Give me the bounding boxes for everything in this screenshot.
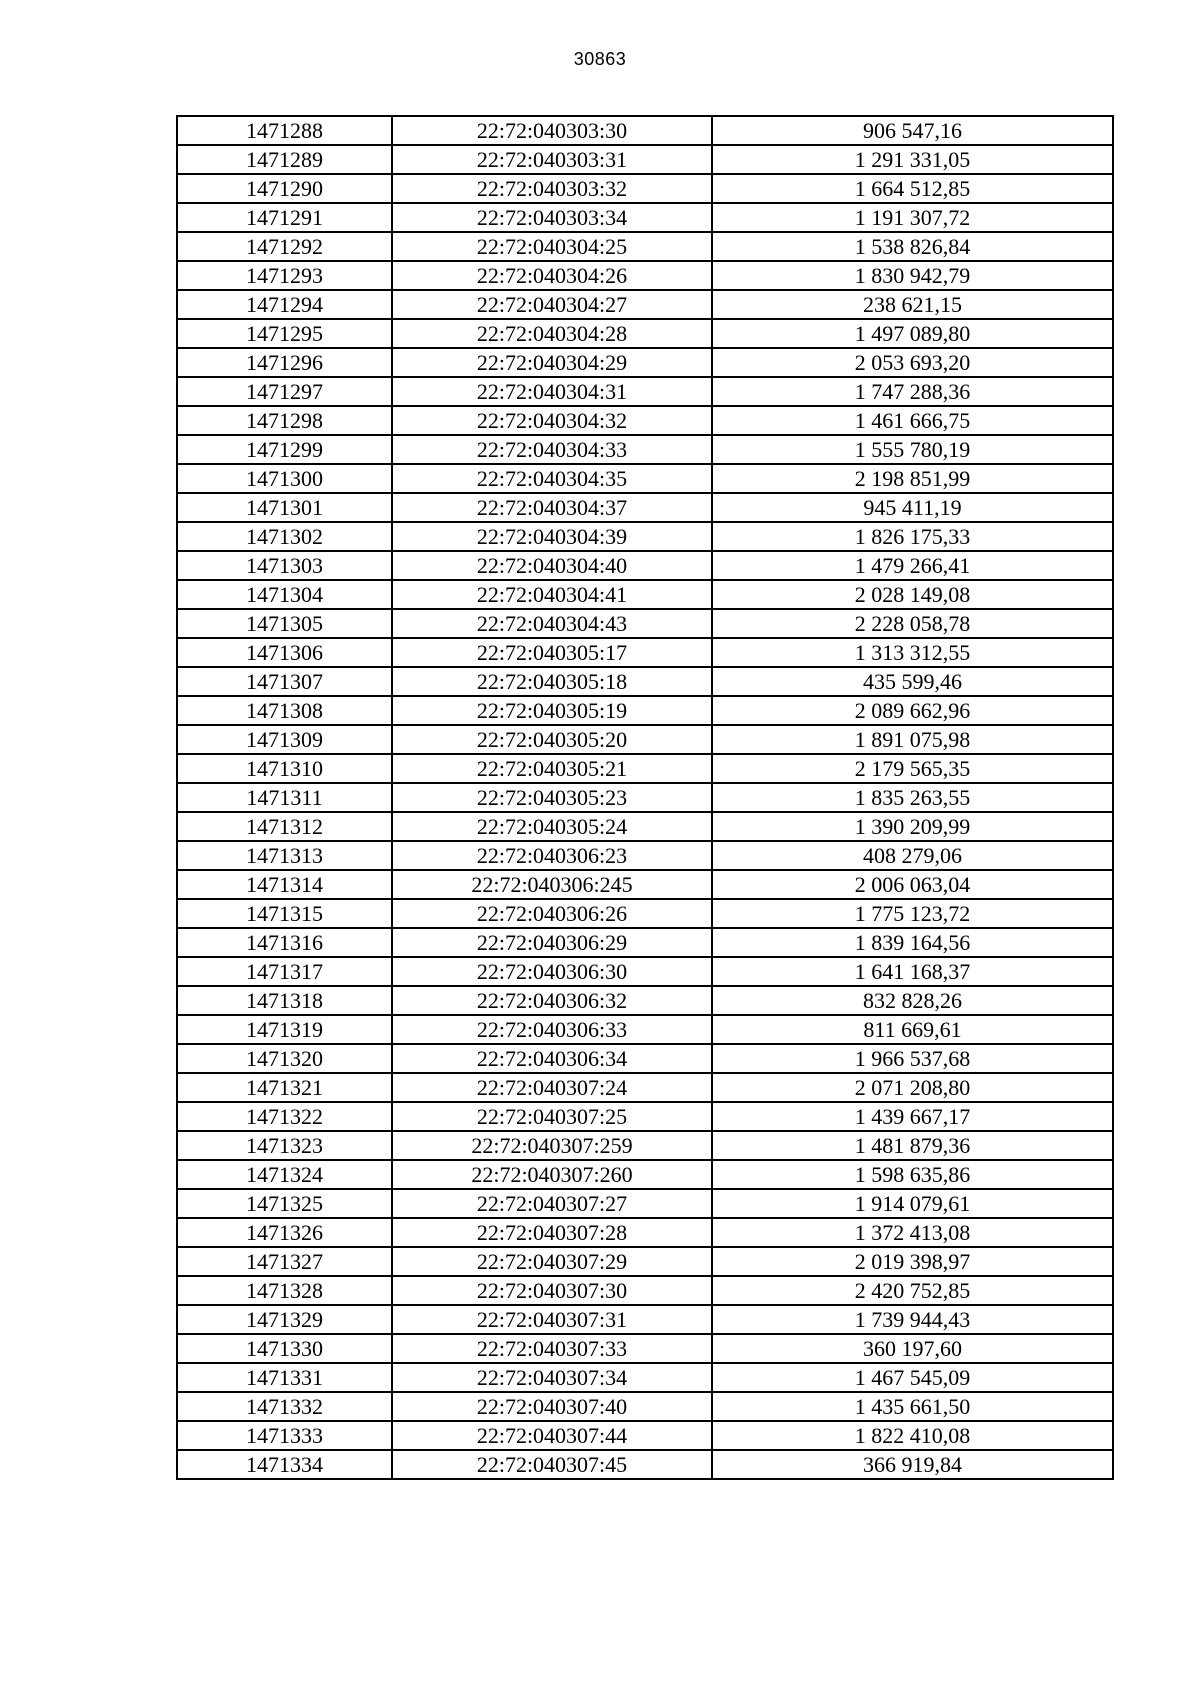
cadastral-value-cell: 2 420 752,85: [712, 1276, 1113, 1305]
row-number-cell: 1471323: [177, 1131, 392, 1160]
row-number-cell: 1471313: [177, 841, 392, 870]
cadastral-number-cell: 22:72:040307:30: [392, 1276, 712, 1305]
row-number-cell: 1471305: [177, 609, 392, 638]
cadastral-value-cell: 1 891 075,98: [712, 725, 1113, 754]
cadastral-number-cell: 22:72:040307:24: [392, 1073, 712, 1102]
cadastral-value-cell: 360 197,60: [712, 1334, 1113, 1363]
table-row: [177, 1015, 1113, 1044]
cadastral-number-cell: 22:72:040304:25: [392, 232, 712, 261]
row-number-cell: 1471297: [177, 377, 392, 406]
cadastral-number-cell: 22:72:040307:28: [392, 1218, 712, 1247]
cadastral-number-cell: 22:72:040304:33: [392, 435, 712, 464]
table-row: [177, 638, 1113, 667]
cadastral-number-cell: 22:72:040307:25: [392, 1102, 712, 1131]
row-number-cell: 1471328: [177, 1276, 392, 1305]
cadastral-value-cell: 1 914 079,61: [712, 1189, 1113, 1218]
cadastral-number-cell: 22:72:040303:30: [392, 116, 712, 145]
cadastral-value-cell: 1 822 410,08: [712, 1421, 1113, 1450]
row-number-cell: 1471291: [177, 203, 392, 232]
cadastral-value-cell: 832 828,26: [712, 986, 1113, 1015]
cadastral-number-cell: 22:72:040306:29: [392, 928, 712, 957]
cadastral-value-cell: 1 372 413,08: [712, 1218, 1113, 1247]
table-row: [177, 783, 1113, 812]
row-number-cell: 1471326: [177, 1218, 392, 1247]
row-number-cell: 1471306: [177, 638, 392, 667]
row-number-cell: 1471322: [177, 1102, 392, 1131]
table-row: [177, 841, 1113, 870]
table-row: [177, 1334, 1113, 1363]
table-row: [177, 261, 1113, 290]
row-number-cell: 1471310: [177, 754, 392, 783]
cadastral-value-cell: 1 664 512,85: [712, 174, 1113, 203]
cadastral-number-cell: 22:72:040306:23: [392, 841, 712, 870]
cadastral-value-cell: 1 461 666,75: [712, 406, 1113, 435]
cadastral-number-cell: 22:72:040304:43: [392, 609, 712, 638]
row-number-cell: 1471324: [177, 1160, 392, 1189]
table-row: [177, 145, 1113, 174]
table-row: [177, 580, 1113, 609]
cadastral-value-cell: 1 966 537,68: [712, 1044, 1113, 1073]
table-body: [177, 116, 1113, 1479]
row-number-cell: 1471332: [177, 1392, 392, 1421]
row-number-cell: 1471311: [177, 783, 392, 812]
cadastral-value-cell: 1 479 266,41: [712, 551, 1113, 580]
cadastral-number-cell: 22:72:040305:21: [392, 754, 712, 783]
table-row: [177, 1044, 1113, 1073]
cadastral-value-cell: 238 621,15: [712, 290, 1113, 319]
cadastral-value-cell: 2 228 058,78: [712, 609, 1113, 638]
cadastral-value-cell: 1 835 263,55: [712, 783, 1113, 812]
row-number-cell: 1471331: [177, 1363, 392, 1392]
table-row: [177, 870, 1113, 899]
row-number-cell: 1471334: [177, 1450, 392, 1479]
table-row: [177, 522, 1113, 551]
table-row: [177, 725, 1113, 754]
row-number-cell: 1471329: [177, 1305, 392, 1334]
cadastral-value-cell: 1 826 175,33: [712, 522, 1113, 551]
row-number-cell: 1471318: [177, 986, 392, 1015]
table-row: [177, 1102, 1113, 1131]
page-number: 30863: [573, 49, 627, 69]
cadastral-value-cell: 1 538 826,84: [712, 232, 1113, 261]
cadastral-value-cell: 2 198 851,99: [712, 464, 1113, 493]
cadastral-value-cell: 1 191 307,72: [712, 203, 1113, 232]
cadastral-number-cell: 22:72:040307:260: [392, 1160, 712, 1189]
table-row: [177, 1392, 1113, 1421]
row-number-cell: 1471294: [177, 290, 392, 319]
cadastral-number-cell: 22:72:040304:39: [392, 522, 712, 551]
cadastral-number-cell: 22:72:040305:17: [392, 638, 712, 667]
row-number-cell: 1471293: [177, 261, 392, 290]
table-row: [177, 464, 1113, 493]
table-row: [177, 290, 1113, 319]
cadastral-value-cell: 1 390 209,99: [712, 812, 1113, 841]
cadastral-number-cell: 22:72:040303:34: [392, 203, 712, 232]
cadastral-value-cell: 1 839 164,56: [712, 928, 1113, 957]
table-row: [177, 232, 1113, 261]
row-number-cell: 1471288: [177, 116, 392, 145]
cadastral-number-cell: 22:72:040307:27: [392, 1189, 712, 1218]
row-number-cell: 1471320: [177, 1044, 392, 1073]
cadastral-value-cell: 1 641 168,37: [712, 957, 1113, 986]
table-row: [177, 812, 1113, 841]
row-number-cell: 1471300: [177, 464, 392, 493]
cadastral-value-cell: 1 439 667,17: [712, 1102, 1113, 1131]
cadastral-number-cell: 22:72:040307:40: [392, 1392, 712, 1421]
cadastral-number-cell: 22:72:040307:34: [392, 1363, 712, 1392]
cadastral-value-table: [176, 115, 1114, 1480]
cadastral-value-cell: 2 053 693,20: [712, 348, 1113, 377]
cadastral-value-cell: 811 669,61: [712, 1015, 1113, 1044]
table-row: [177, 1247, 1113, 1276]
cadastral-number-cell: 22:72:040304:41: [392, 580, 712, 609]
row-number-cell: 1471301: [177, 493, 392, 522]
table-row: [177, 1305, 1113, 1334]
row-number-cell: 1471330: [177, 1334, 392, 1363]
table-row: [177, 754, 1113, 783]
table-row: [177, 1218, 1113, 1247]
cadastral-value-cell: 1 739 944,43: [712, 1305, 1113, 1334]
row-number-cell: 1471317: [177, 957, 392, 986]
cadastral-number-cell: 22:72:040305:20: [392, 725, 712, 754]
cadastral-value-cell: 1 291 331,05: [712, 145, 1113, 174]
cadastral-number-cell: 22:72:040305:19: [392, 696, 712, 725]
cadastral-value-cell: 1 467 545,09: [712, 1363, 1113, 1392]
table-row: [177, 406, 1113, 435]
cadastral-value-cell: 408 279,06: [712, 841, 1113, 870]
cadastral-value-cell: 2 071 208,80: [712, 1073, 1113, 1102]
row-number-cell: 1471309: [177, 725, 392, 754]
cadastral-number-cell: 22:72:040307:259: [392, 1131, 712, 1160]
cadastral-value-cell: 1 775 123,72: [712, 899, 1113, 928]
cadastral-number-cell: 22:72:040304:32: [392, 406, 712, 435]
cadastral-number-cell: 22:72:040306:26: [392, 899, 712, 928]
cadastral-number-cell: 22:72:040307:29: [392, 1247, 712, 1276]
cadastral-number-cell: 22:72:040304:28: [392, 319, 712, 348]
row-number-cell: 1471314: [177, 870, 392, 899]
table-row: [177, 986, 1113, 1015]
table-row: [177, 928, 1113, 957]
cadastral-number-cell: 22:72:040305:23: [392, 783, 712, 812]
row-number-cell: 1471307: [177, 667, 392, 696]
table-row: [177, 609, 1113, 638]
cadastral-number-cell: 22:72:040307:31: [392, 1305, 712, 1334]
table-row: [177, 667, 1113, 696]
cadastral-value-cell: 1 313 312,55: [712, 638, 1113, 667]
cadastral-value-cell: 2 028 149,08: [712, 580, 1113, 609]
row-number-cell: 1471319: [177, 1015, 392, 1044]
cadastral-number-cell: 22:72:040304:27: [392, 290, 712, 319]
row-number-cell: 1471316: [177, 928, 392, 957]
table-row: [177, 348, 1113, 377]
cadastral-number-cell: 22:72:040304:35: [392, 464, 712, 493]
row-number-cell: 1471327: [177, 1247, 392, 1276]
cadastral-value-cell: 2 089 662,96: [712, 696, 1113, 725]
cadastral-number-cell: 22:72:040304:31: [392, 377, 712, 406]
row-number-cell: 1471315: [177, 899, 392, 928]
cadastral-value-cell: 366 919,84: [712, 1450, 1113, 1479]
table-row: [177, 1073, 1113, 1102]
cadastral-number-cell: 22:72:040303:31: [392, 145, 712, 174]
cadastral-value-cell: 1 555 780,19: [712, 435, 1113, 464]
row-number-cell: 1471325: [177, 1189, 392, 1218]
table-row: [177, 1131, 1113, 1160]
table-row: [177, 1160, 1113, 1189]
row-number-cell: 1471333: [177, 1421, 392, 1450]
row-number-cell: 1471290: [177, 174, 392, 203]
table-row: [177, 116, 1113, 145]
table-row: [177, 696, 1113, 725]
table-row: [177, 174, 1113, 203]
cadastral-value-cell: 906 547,16: [712, 116, 1113, 145]
cadastral-value-cell: 1 598 635,86: [712, 1160, 1113, 1189]
row-number-cell: 1471292: [177, 232, 392, 261]
cadastral-number-cell: 22:72:040305:18: [392, 667, 712, 696]
table-row: [177, 1189, 1113, 1218]
cadastral-value-cell: 435 599,46: [712, 667, 1113, 696]
cadastral-number-cell: 22:72:040307:33: [392, 1334, 712, 1363]
cadastral-number-cell: 22:72:040304:37: [392, 493, 712, 522]
cadastral-number-cell: 22:72:040306:30: [392, 957, 712, 986]
cadastral-value-cell: 1 497 089,80: [712, 319, 1113, 348]
row-number-cell: 1471302: [177, 522, 392, 551]
row-number-cell: 1471321: [177, 1073, 392, 1102]
row-number-cell: 1471296: [177, 348, 392, 377]
row-number-cell: 1471303: [177, 551, 392, 580]
table-row: [177, 551, 1113, 580]
table-row: [177, 203, 1113, 232]
cadastral-number-cell: 22:72:040306:245: [392, 870, 712, 899]
cadastral-value-cell: 945 411,19: [712, 493, 1113, 522]
cadastral-number-cell: 22:72:040307:45: [392, 1450, 712, 1479]
row-number-cell: 1471308: [177, 696, 392, 725]
table-row: [177, 1363, 1113, 1392]
cadastral-number-cell: 22:72:040307:44: [392, 1421, 712, 1450]
cadastral-number-cell: 22:72:040306:33: [392, 1015, 712, 1044]
table-row: [177, 899, 1113, 928]
cadastral-number-cell: 22:72:040305:24: [392, 812, 712, 841]
table-row: [177, 1450, 1113, 1479]
row-number-cell: 1471304: [177, 580, 392, 609]
table-row: [177, 377, 1113, 406]
row-number-cell: 1471289: [177, 145, 392, 174]
row-number-cell: 1471299: [177, 435, 392, 464]
row-number-cell: 1471298: [177, 406, 392, 435]
row-number-cell: 1471295: [177, 319, 392, 348]
table-row: [177, 319, 1113, 348]
table-row: [177, 435, 1113, 464]
cadastral-number-cell: 22:72:040304:29: [392, 348, 712, 377]
cadastral-value-cell: 2 019 398,97: [712, 1247, 1113, 1276]
table-row: [177, 493, 1113, 522]
cadastral-value-cell: 1 481 879,36: [712, 1131, 1113, 1160]
table-row: [177, 957, 1113, 986]
cadastral-value-cell: 2 006 063,04: [712, 870, 1113, 899]
cadastral-value-cell: 1 747 288,36: [712, 377, 1113, 406]
cadastral-number-cell: 22:72:040303:32: [392, 174, 712, 203]
table-row: [177, 1276, 1113, 1305]
cadastral-number-cell: 22:72:040304:26: [392, 261, 712, 290]
cadastral-value-cell: 2 179 565,35: [712, 754, 1113, 783]
cadastral-number-cell: 22:72:040306:34: [392, 1044, 712, 1073]
table-row: [177, 1421, 1113, 1450]
cadastral-number-cell: 22:72:040306:32: [392, 986, 712, 1015]
cadastral-value-cell: 1 435 661,50: [712, 1392, 1113, 1421]
row-number-cell: 1471312: [177, 812, 392, 841]
cadastral-number-cell: 22:72:040304:40: [392, 551, 712, 580]
cadastral-value-cell: 1 830 942,79: [712, 261, 1113, 290]
